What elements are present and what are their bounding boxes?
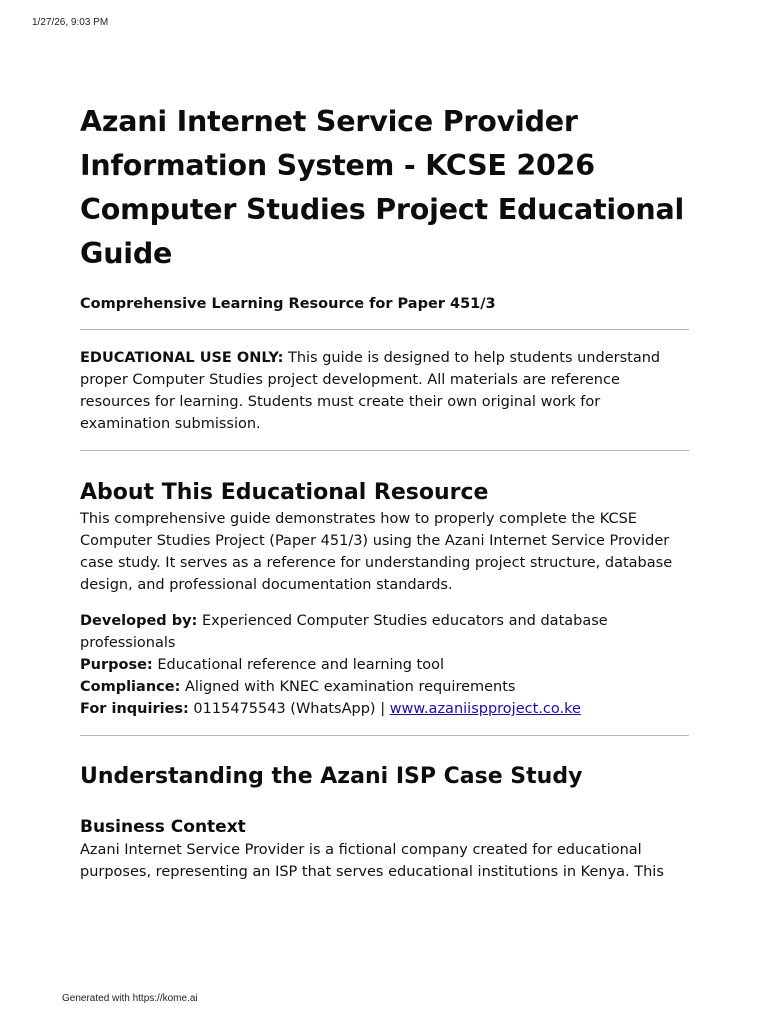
divider: [80, 329, 689, 330]
print-footer-generator: Generated with https://kome.ai: [62, 993, 198, 1004]
about-heading: About This Educational Resource: [80, 480, 489, 505]
case-study-heading: Understanding the Azani ISP Case Study: [80, 764, 583, 789]
business-context-paragraph: Azani Internet Service Provider is a fictional company created for educational purposes, representing an ISP that serves educational institutions in Kenya. This: [80, 842, 664, 880]
educational-notice: [80, 347, 689, 435]
purpose-label: Purpose:: [80, 657, 153, 673]
document-page: [80, 100, 689, 883]
inquiries-value: 0115475543 (WhatsApp) |: [188, 701, 390, 717]
print-header-datetime: 1/27/26, 9:03 PM: [32, 17, 109, 28]
inquiries-line: [80, 698, 689, 720]
developed-by-line: [80, 610, 689, 654]
notice-text: This guide is designed to help students understand proper Computer Studies project development. All materials are reference resources for learning. Students must create their own original work for examination submission.: [80, 350, 661, 432]
page-title: Azani Internet Service Provider Information System - KCSE 2026 Computer Studies Project Educational Guide: [80, 105, 685, 270]
about-paragraph: This comprehensive guide demonstrates how to properly complete the KCSE Computer Studies Project (Paper 451/3) using the Azani Internet Service Provider case study. It serves as a reference for understanding project structure, database design, and professional documentation standards.: [80, 511, 673, 593]
compliance-value: Aligned with KNEC examination requirements: [180, 679, 516, 695]
inquiries-label: For inquiries:: [80, 701, 189, 717]
business-context-heading: Business Context: [80, 817, 246, 837]
divider: [80, 450, 689, 451]
website-link[interactable]: www.azaniispproject.co.ke: [389, 701, 581, 717]
compliance-line: [80, 676, 689, 698]
developed-by-label: Developed by:: [80, 613, 198, 629]
purpose-line: [80, 654, 689, 676]
purpose-value: Educational reference and learning tool: [152, 657, 444, 673]
compliance-label: Compliance:: [80, 679, 181, 695]
developed-by-value: Experienced Computer Studies educators and database professionals: [80, 613, 608, 651]
notice-label: EDUCATIONAL USE ONLY:: [80, 350, 284, 366]
about-meta: [80, 610, 689, 698]
page-subtitle: Comprehensive Learning Resource for Paper 451/3: [80, 296, 496, 312]
divider: [80, 735, 689, 736]
